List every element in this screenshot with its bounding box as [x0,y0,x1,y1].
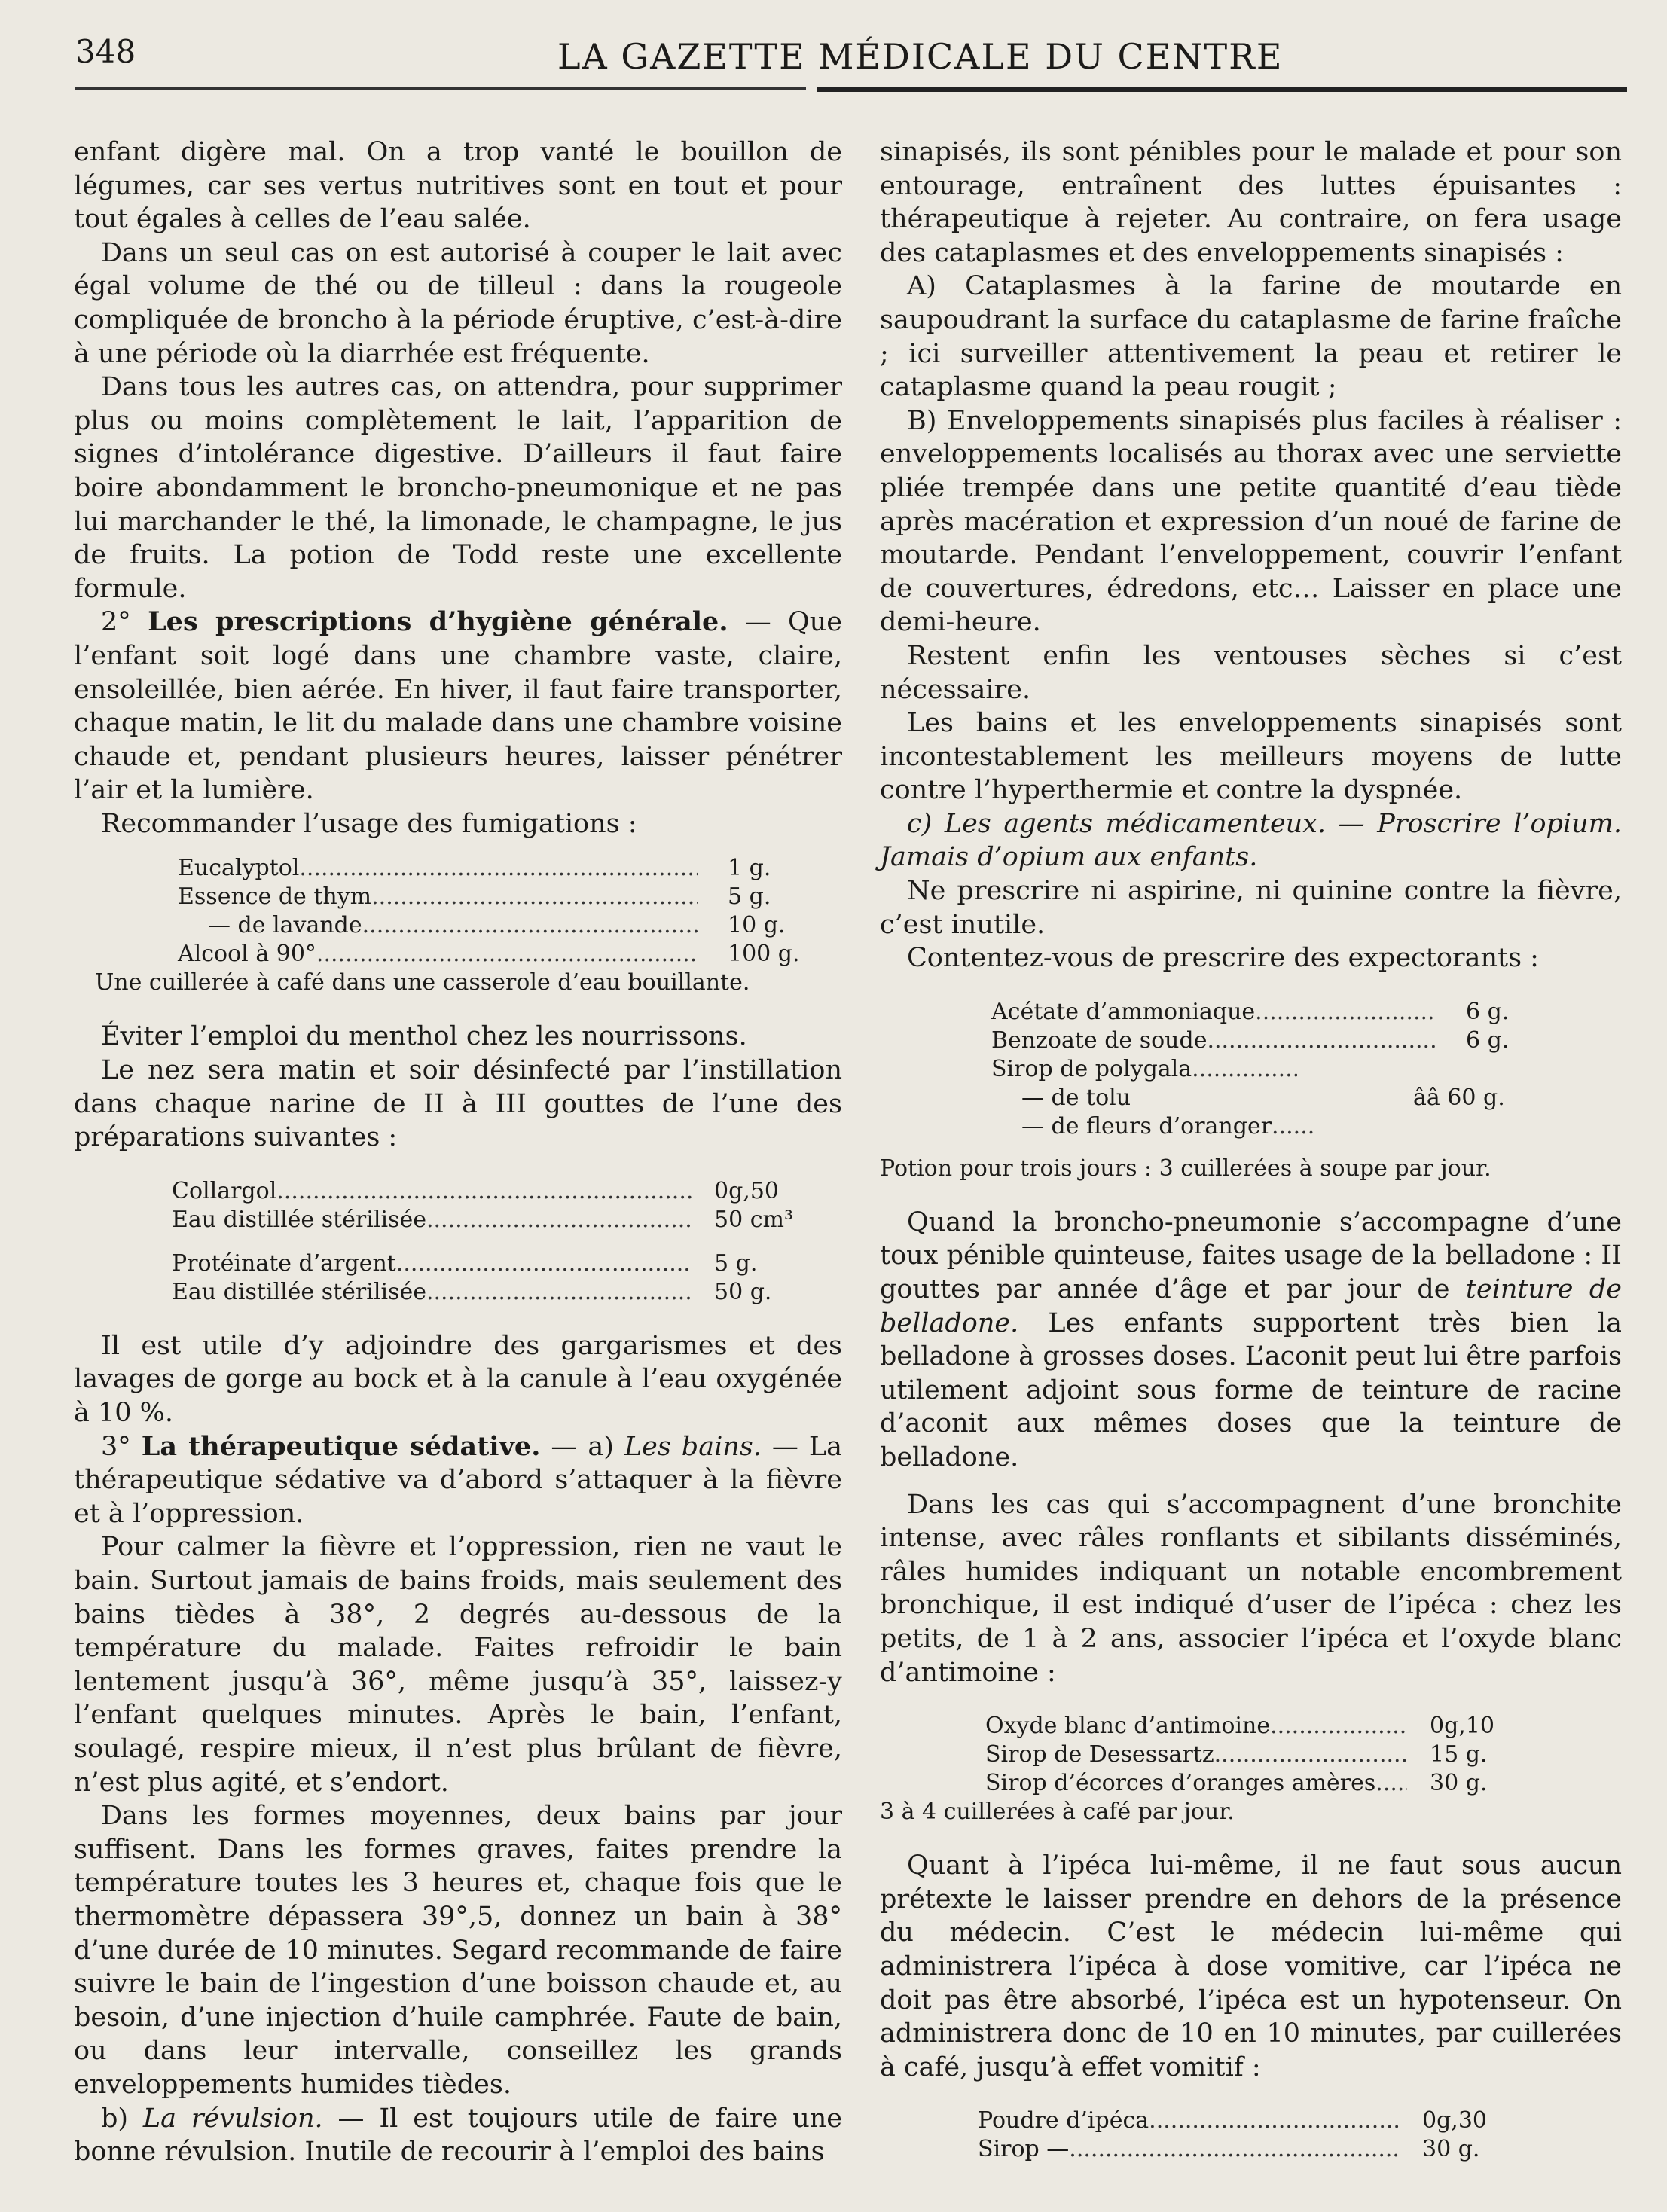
section-number: 3° [101,1431,131,1462]
paragraph: Recommander l’usage des fumigations : [101,808,637,839]
recipe-row: — de tolu ââ 60 g. [1021,1084,1505,1111]
paragraph: c) Les agents médicamenteux. — Proscrire l’opium. Jamais d’opium aux enfants. [880,808,1622,873]
header-rule-left [75,87,806,90]
section-hygiene [74,606,842,807]
paragraph: B) Enveloppements sinapisés plus faciles à réaliser : enveloppements localisés au thorax avec une serviette pliée trempée dans une petite quantité d’eau tiède après macération et expression d’un noué de farine de moutarde. Pendant l’enveloppement, couvrir l’enfant de couvertures, édredons, etc… Laisser en place une demi-heure. [880,405,1622,638]
right-column [880,136,1622,2164]
subsection-heading: Les bains. [624,1431,762,1462]
paragraph: Éviter l’emploi du menthol chez les nourrissons. [101,1021,747,1052]
recipe-note: Potion pour trois jours : 3 cuillerées à soupe par jour. [880,1155,1491,1182]
recipe-collargol [172,1177,820,1307]
paragraph: Quant à l’ipéca lui-même, il ne faut sous aucun prétexte le laisser prendre en dehors de la présence du médecin. C’est le médecin lui-même qui administrera l’ipéca à dose vomitive, car l’ipéca ne doit pas être absorbé, l’ipéca est un hypotenseur. On administrera donc de 10 en 10 minutes, par cuillerées à café, jusqu’à effet vomitif : [880,1850,1622,2082]
section-heading: Les prescriptions d’hygiène générale. [148,606,728,638]
journal-title: LA GAZETTE MÉDICALE DU CENTRE [557,36,1284,77]
recipe-row: Collargol ..... 0g,50 [172,1177,820,1206]
recipe-ipeca [978,2107,1520,2164]
recipe-antimoine [985,1712,1528,1798]
recipe-row: Acétate d’ammoniaque ..... 6 g. [991,998,1579,1027]
paragraph: A) Cataplasmes à la farine de moutarde en saupoudrant la surface du cataplasme de farine fraîche ; ici surveiller attentivement la peau et retirer le cataplasme quand la peau rougit ; [880,271,1622,403]
subsection-heading: La révulsion. [142,2103,323,2134]
recipe-row: Essence de thym ..... 5 g. [178,883,811,911]
page-number: 348 [75,33,136,70]
recipe-row: — de lavande ..... 10 g. [178,911,811,940]
recipe-expectorants [991,998,1579,1141]
recipe-row: Eau distillée stérilisée ..... 50 g. [172,1278,820,1307]
recipe-note: 3 à 4 cuillerées à café par jour. [880,1799,1235,1826]
left-column [74,136,842,2169]
paragraph-text: — Que l’enfant soit logé dans une chambre vaste, claire, ensoleillée, bien aérée. En hiver, il faut faire transporter, chaque matin, le lit du malade dans une chambre voisine chaude et, pendant plusieurs heures, laisser pénétrer l’air et la lumière. [74,607,842,806]
recipe-row: Eucalyptol ..... 1 g. [178,854,811,883]
recipe-row: Sirop de polygala ..... [991,1055,1579,1084]
paragraph: Restent enfin les ventouses sèches si c’est nécessaire. [880,640,1622,705]
recipe-row: Sirop d’écorces d’oranges amères ..... 30 g. [985,1769,1528,1798]
paragraph: Pour calmer la fièvre et l’oppression, rien ne vaut le bain. Surtout jamais de bains froids, mais seulement des bains tièdes à 38°, 2 degrés au-dessous de la température du malade. Faites refroidir le bain lentement jusqu’à 36°, même jusqu’à 35°, laissez-y l’enfant quelques minutes. Après le bain, l’enfant, soulagé, respire mieux, il n’est plus brûlant de fièvre, n’est plus agité, et s’endort. [74,1532,842,1798]
paragraph: Les bains et les enveloppements sinapisés sont incontestablement les meilleurs moyens de lutte contre l’hyperthermie et contre la dyspnée. [880,708,1622,806]
recipe-row: Eau distillée stérilisée ..... 50 cm³ [172,1206,820,1234]
page-header [0,0,1667,90]
recipe-row: Poudre d’ipéca ..... 0g,30 [978,2107,1520,2135]
section-heading: La thérapeutique sédative. [141,1430,541,1462]
recipe-row: Benzoate de soude ..... 6 g. [991,1027,1579,1055]
recipe-row: Sirop — ..... 30 g. [978,2135,1520,2164]
recipe-row: Alcool à 90° ..... 100 g. [178,940,811,969]
paragraph: Il est utile d’y adjoindre des gargarismes et des lavages de gorge au bock et à la canule à l’eau oxygénée à 10 %. [74,1330,842,1429]
paragraph: Dans les cas qui s’accompagnent d’une bronchite intense, avec râles ronflants et sibilants disséminés, râles humides indiquant un notable encombrement bronchique, il est indiqué d’user de l’ipéca : chez les petits, de 1 à 2 ans, associer l’ipéca et l’oxyde blanc d’antimoine : [880,1489,1622,1688]
paragraph: Dans tous les autres cas, on attendra, pour supprimer plus ou moins complètement le lait, l’apparition de signes d’intolérance digestive. D’ailleurs il faut faire boire abondamment le broncho-pneumonique et ne pas lui marchander le thé, la limonade, le champagne, le jus de fruits. La potion de Todd reste une excellente formule. [74,372,842,604]
section-number: 2° [101,607,131,638]
recipe-row: — de fleurs d’oranger ..... [991,1112,1579,1141]
paragraph: Dans les formes moyennes, deux bains par jour suffisent. Dans les formes graves, faites prendre la température toutes les 3 heures et, chaque fois que le thermomètre dépassera 39°,5, donnez un bain à 38° d’une durée de 10 minutes. Segard recommande de faire suivre le bain de l’ingestion d’une boisson chaude et, au besoin, d’une injection d’huile camphrée. Faute de bain, ou dans leur intervalle, conseillez les grands enveloppements humides tièdes. [74,1801,842,2100]
paragraph: Dans un seul cas on est autorisé à couper le lait avec égal volume de thé ou de tilleul : dans la rougeole compliquée de broncho à la période éruptive, c’est-à-dire à une période où la diarrhée est fréquente. [74,237,842,369]
paragraph: b) La révulsion. — Il est toujours utile de faire une bonne révulsion. Inutile de recourir à l’emploi des bains [74,2103,842,2168]
header-rule-right [817,87,1627,92]
paragraph: Contentez-vous de prescrire des expectorants : [907,943,1539,974]
paragraph: Quand la broncho-pneumonie s’accompagne d’une toux pénible quinteuse, faites usage de la belladone : II gouttes par année d’âge et par jour de teinture de belladone. Les enfants supportent très bien la belladone à grosses doses. L’aconit peut lui être parfois utilement adjoint sous forme de teinture de racine d’aconit aux mêmes doses que la teinture de belladone. [880,1207,1622,1472]
paragraph: Ne prescrire ni aspirine, ni quinine contre la fièvre, c’est inutile. [880,876,1622,940]
recipe-fumigations [178,854,811,969]
paragraph: Le nez sera matin et soir désinfecté par l’instillation dans chaque narine de II à III gouttes de l’une des préparations suivantes : [74,1055,842,1153]
recipe-row: Protéinate d’argent ..... 5 g. [172,1249,820,1278]
recipe-row: Oxyde blanc d’antimoine ..... 0g,10 [985,1712,1528,1741]
recipe-note: Une cuillerée à café dans une casserole d’eau bouillante. [95,969,750,996]
section-sedative: 3° La thérapeutique sédative. — a) Les bains. — La thérapeutique sédative va d’abord s’attaquer à la fièvre et à l’oppression. [74,1430,842,1529]
recipe-row: Sirop de Desessartz ..... 15 g. [985,1741,1528,1769]
paragraph: enfant digère mal. On a trop vanté le bouillon de légumes, car ses vertus nutritives sont en tout et pour tout égales à celles de l’eau salée. [74,137,842,235]
paragraph: sinapisés, ils sont pénibles pour le malade et pour son entourage, entraînent des luttes épuisantes : thérapeutique à rejeter. Au contraire, on fera usage des cataplasmes et des enveloppements sinapisés : [880,137,1622,268]
